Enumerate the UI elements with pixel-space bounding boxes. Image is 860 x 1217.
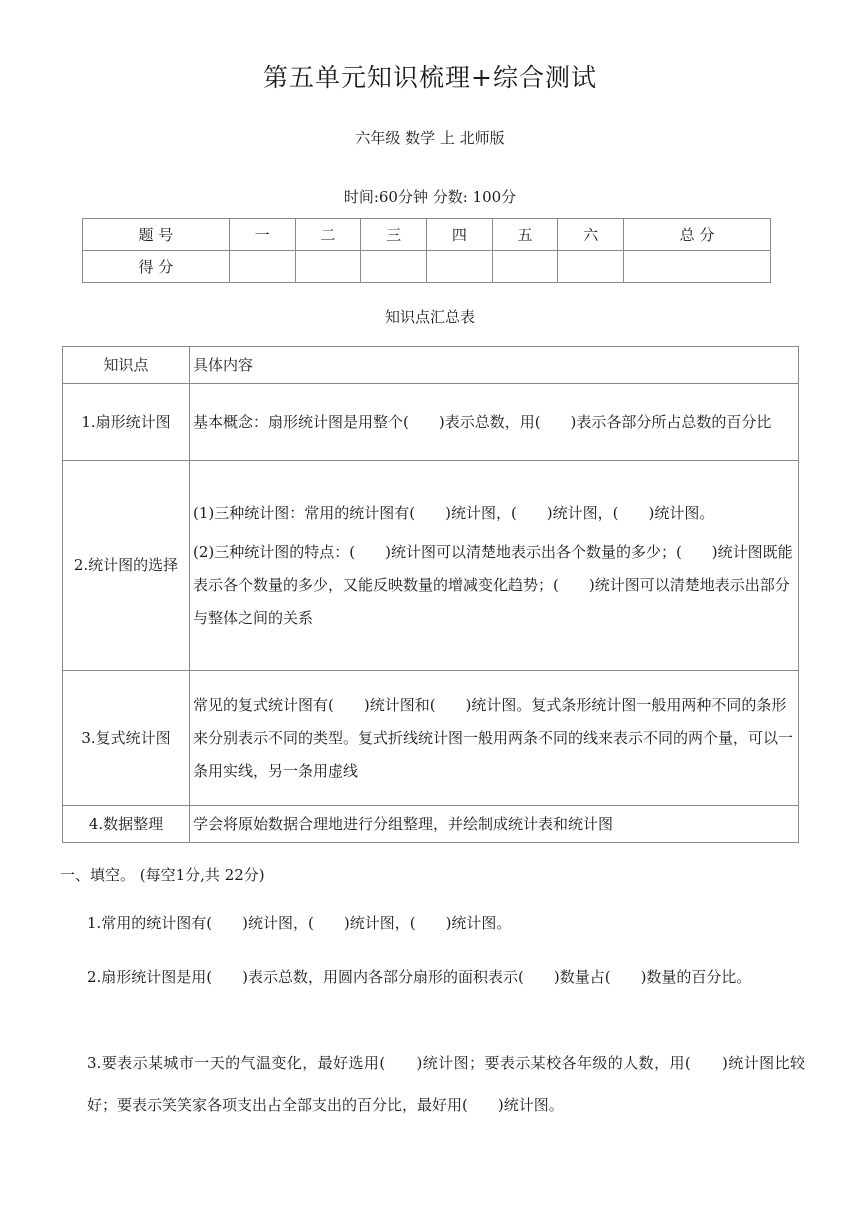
knowledge-row (63, 671, 799, 806)
knowledge-point: 2.统计图的选择 (63, 461, 190, 671)
score-cell[interactable] (229, 251, 295, 283)
knowledge-content (190, 806, 799, 843)
score-header-cell: 六 (558, 219, 624, 251)
knowledge-point: 4.数据整理 (63, 806, 190, 843)
score-cell[interactable] (558, 251, 624, 283)
score-cell[interactable] (492, 251, 558, 283)
score-header-cell: 三 (361, 219, 427, 251)
knowledge-row (63, 461, 799, 671)
knowledge-content (190, 384, 799, 461)
score-cell[interactable] (624, 251, 771, 283)
knowledge-point: 1.扇形统计图 (63, 384, 190, 461)
knowledge-line: 常见的复式统计图有( )统计图和( )统计图。复式条形统计图一般用两种不同的条形来分别表示不同的类型。复式折线统计图一般用两条不同的线来表示不同的两个量，可以一条用实线，另一条用虚线 (193, 695, 794, 780)
knowledge-row (63, 384, 799, 461)
time-score-line: 时间:60分钟 分数: 100分 (343, 188, 517, 206)
knowledge-line: 基本概念：扇形统计图是用整个( )表示总数，用( )表示各部分所占总数的百分比 (193, 412, 772, 431)
score-header-cell: 五 (492, 219, 558, 251)
col-header-content: 具体内容 (190, 347, 799, 384)
page-title: 第五单元知识梳理+综合测试 (263, 63, 597, 92)
score-table (82, 218, 771, 283)
score-row-label: 得 分 (83, 251, 230, 283)
score-value-row (83, 251, 771, 283)
score-header-cell: 四 (426, 219, 492, 251)
question-item: 2.扇形统计图是用( )表示总数，用圆内各部分扇形的面积表示( )数量占( )数量的百分比。 (87, 968, 752, 986)
col-header-point: 知识点 (63, 347, 190, 384)
score-header-cell: 一 (229, 219, 295, 251)
score-header-cell: 二 (295, 219, 361, 251)
score-header-cell: 题 号 (83, 219, 230, 251)
question-item: 1.常用的统计图有( )统计图，( )统计图，( )统计图。 (87, 914, 512, 932)
knowledge-content (190, 461, 799, 671)
knowledge-table-title: 知识点汇总表 (384, 308, 475, 326)
knowledge-line: (1)三种统计图：常用的统计图有( )统计图，( )统计图，( )统计图。 (193, 503, 715, 522)
knowledge-header-row (63, 347, 799, 384)
knowledge-table (62, 346, 799, 843)
knowledge-point: 3.复式统计图 (63, 671, 190, 806)
knowledge-line: 学会将原始数据合理地进行分组整理，并绘制成统计表和统计图 (193, 814, 614, 833)
knowledge-content (190, 671, 799, 806)
score-header-row (83, 219, 771, 251)
score-cell[interactable] (426, 251, 492, 283)
score-header-cell: 总 分 (624, 219, 771, 251)
section-heading: 一、填空。 (每空1分,共 22分) (60, 866, 265, 884)
score-cell[interactable] (361, 251, 427, 283)
subtitle: 六年级 数学 上 北师版 (355, 129, 505, 147)
question-item: 3.要表示某城市一天的气温变化，最好选用( )统计图；要表示某校各年级的人数，用( )统计图比较好；要表示笑笑家各项支出占全部支出的百分比，最好用( )统计图。 (87, 1054, 805, 1114)
score-cell[interactable] (295, 251, 361, 283)
knowledge-row (63, 806, 799, 843)
knowledge-line: (2)三种统计图的特点：( )统计图可以清楚地表示出各个数量的多少；( )统计图既能表示各个数量的多少，又能反映数量的增减变化趋势；( )统计图可以清楚地表示出部分与整体之间的关系 (193, 542, 793, 627)
